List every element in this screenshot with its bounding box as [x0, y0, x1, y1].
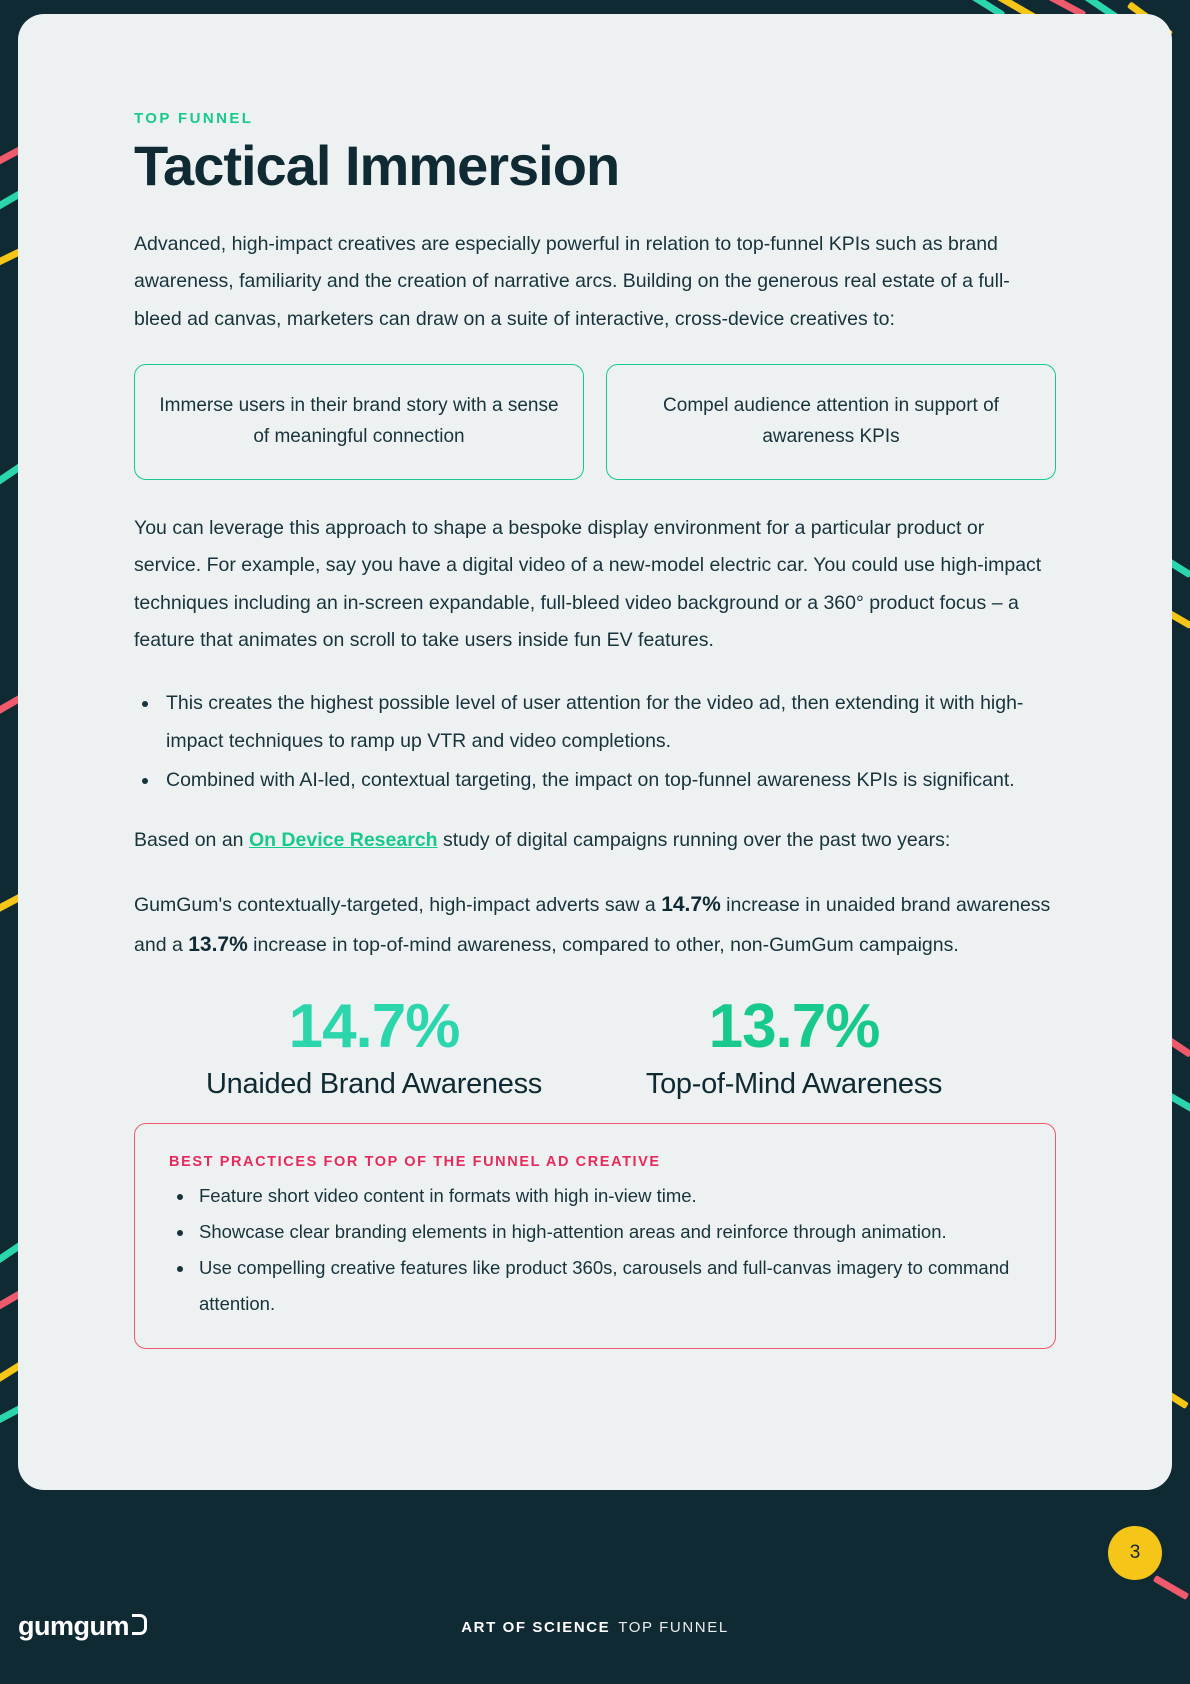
- callout-row: [134, 364, 1056, 480]
- research-before-text: Based on an: [134, 828, 249, 851]
- research-after-text: study of digital campaigns running over the past two years:: [437, 828, 951, 851]
- stat-sentence-part-2: increase in unaided brand awareness and a: [134, 894, 1051, 957]
- best-practices-list: [169, 1178, 1021, 1322]
- body-paragraph-2: You can leverage this approach to shape a bespoke display environment for a particular product or service. For example, say you have a digital video of a new-model electric car. You could use high-impact techniques including an in-screen expandable, full-bleed video background or a 360° product focus – a feature that animates on scroll to take users inside fun EV features.: [134, 516, 1042, 651]
- stat-value: 13.7%: [708, 991, 880, 1061]
- page-title: Tactical Immersion: [134, 134, 620, 197]
- stats-row: [134, 991, 1056, 1101]
- inline-stat-1: 14.7%: [661, 893, 721, 917]
- callout-box-2: Compel audience attention in support of awareness KPIs: [606, 364, 1056, 480]
- body-bullet-list: [134, 685, 1056, 799]
- stat-block-top-of-mind-awareness: [584, 991, 1004, 1101]
- logo-wordmark: gumgum: [18, 1611, 129, 1641]
- page-footer: [0, 1544, 1190, 1684]
- stat-label: Unaided Brand Awareness: [206, 1067, 542, 1100]
- list-item: • Combined with AI-led, contextual targeting, the impact on top-funnel awareness KPIs is significant.: [160, 762, 1056, 799]
- stat-label: Top-of-Mind Awareness: [645, 1067, 943, 1100]
- best-practices-heading: BEST PRACTICES FOR TOP OF THE FUNNEL AD CREATIVE: [169, 1153, 661, 1170]
- inline-stat-2: 13.7%: [188, 933, 248, 957]
- stat-value: 14.7%: [288, 991, 460, 1061]
- footer-caption: [0, 1619, 1190, 1636]
- stat-sentence-part-3: increase in top-of-mind awareness, compared to other, non-GumGum campaigns.: [247, 934, 959, 957]
- best-practices-box: [134, 1123, 1056, 1349]
- list-item: • This creates the highest possible level of user attention for the video ad, then extending it with high-impact techniques to ramp up VTR and video completions.: [160, 685, 1056, 760]
- stat-sentence: [134, 885, 1056, 966]
- stat-sentence-part-1: GumGum's contextually-targeted, high-impact adverts saw a: [134, 894, 662, 917]
- section-eyebrow: TOP FUNNEL: [134, 110, 254, 127]
- callout-box-1: Immerse users in their brand story with a sense of meaningful connection: [134, 364, 584, 480]
- list-item: • Use compelling creative features like product 360s, carousels and full-canvas imagery to command attention.: [195, 1250, 1021, 1322]
- list-item: • Feature short video content in formats with high in-view time.: [195, 1178, 1021, 1214]
- page-content: [18, 14, 1172, 1349]
- intro-paragraph: Advanced, high-impact creatives are especially powerful in relation to top-funnel KPIs such as brand awareness, familiarity and the creation of narrative arcs. Building on the generous real estate of a full-bleed ad canvas, marketers can draw on a suite of interactive, cross-device creatives to:: [134, 232, 1010, 330]
- page-number-badge: 3: [1108, 1526, 1162, 1580]
- on-device-research-link[interactable]: On Device Research: [248, 828, 438, 851]
- stat-block-unaided-brand-awareness: [164, 991, 584, 1101]
- footer-title: ART OF SCIENCE: [461, 1619, 611, 1636]
- footer-subtitle: TOP FUNNEL: [618, 1619, 729, 1636]
- list-item: • Showcase clear branding elements in high-attention areas and reinforce through animation.: [195, 1214, 1021, 1250]
- page-card: [18, 14, 1172, 1490]
- research-source-line: [134, 822, 1056, 859]
